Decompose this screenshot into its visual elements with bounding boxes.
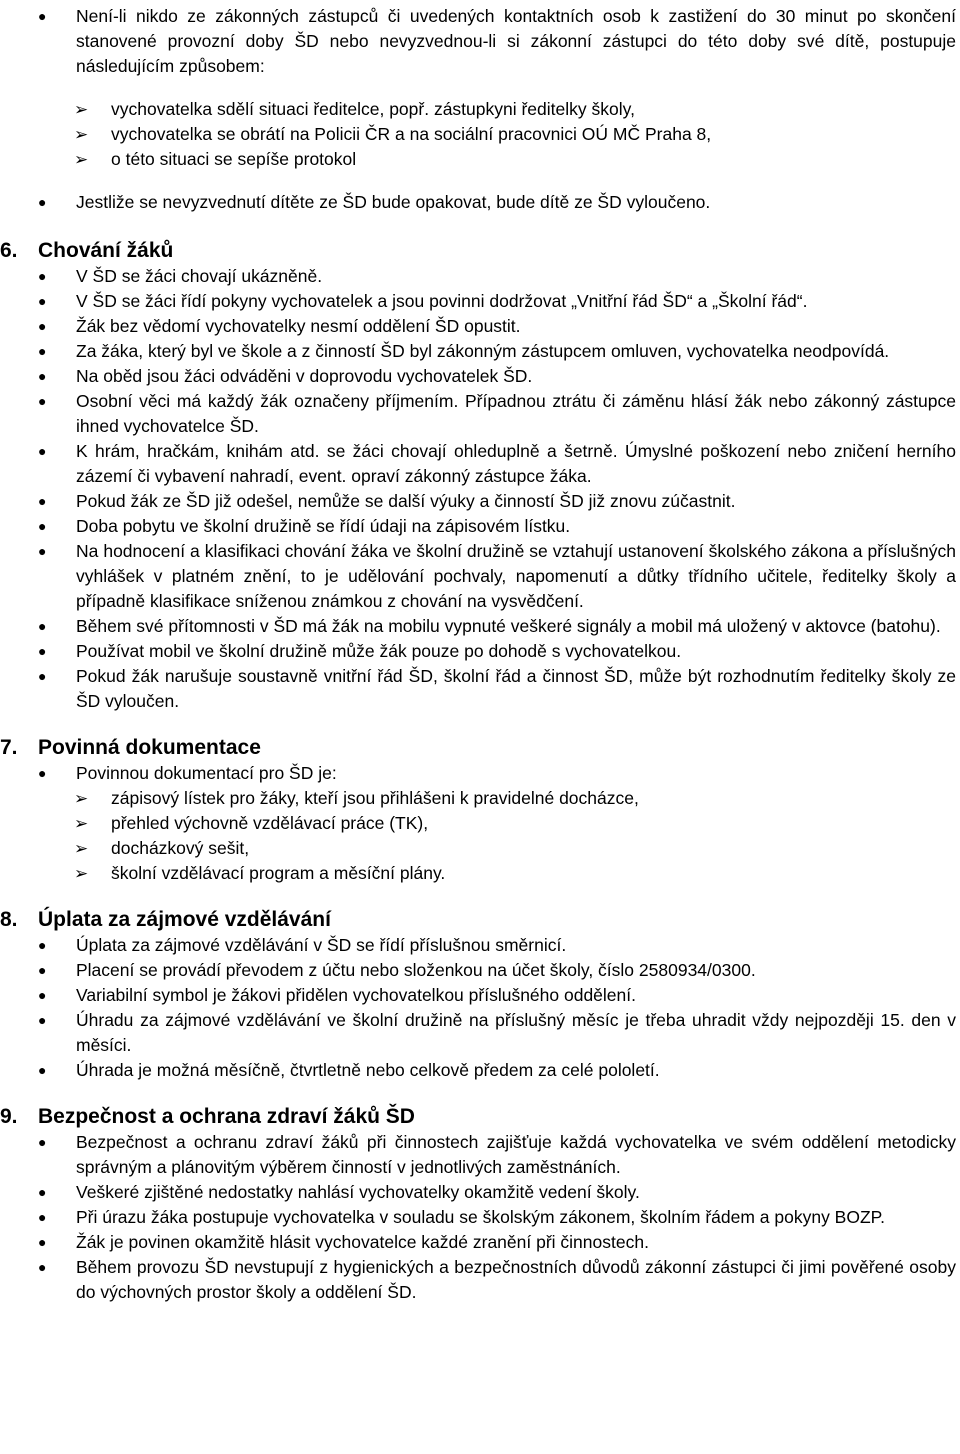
section-title: Chování žáků [38,239,174,262]
list-item: ● Za žáka, který byl ve škole a z činností ŠD byl zákonným zástupcem omluven, vychovatelka neodpovídá. [0,339,960,364]
bullet-icon: ● [38,1234,47,1250]
bullet-icon: ● [38,343,47,359]
list-item: ● K hrám, hračkám, knihám atd. se žáci chovají ohleduplně a šetrně. Úmyslné poškození nebo zničení herního zázemí či vybavení nahradí, event. opraví zákonný zástupce žáka. [38,441,956,486]
section-heading [0,1103,960,1130]
list-item: ● Na oběd jsou žáci odváděni v doprovodu vychovatelek ŠD. [0,364,960,389]
list-item: ● Úplata za zájmové vzdělávání v ŠD se řídí příslušnou směrnicí. [0,933,960,958]
list-item: ● Žák je povinen okamžitě hlásit vychovatelce každé zranění při činnostech. [0,1230,960,1255]
list-item: ➢ docházkový sešit, [0,836,960,861]
bullet-icon: ● [38,1209,47,1225]
arrow-icon: ➢ [74,100,89,119]
section-heading [0,906,960,933]
list-item: ● Používat mobil ve školní družině může žák pouze po dohodě s vychovatelkou. [0,639,960,664]
bullet-icon: ● [38,1259,47,1275]
arrow-icon: ➢ [74,150,89,169]
section-number: 6. [0,239,18,262]
bullet-icon: ● [38,318,47,334]
list-item: ➢ přehled výchovně vzdělávací práce (TK), [0,811,960,836]
list-item: ● Povinnou dokumentací pro ŠD je: [0,761,960,786]
bullet-icon: ● [38,194,47,210]
list-item: ● Během provozu ŠD nevstupují z hygienických a bezpečnostních důvodů zákonní zástupci či jimi pověřené osoby do výchovných prostor školy a oddělení ŠD. [38,1257,956,1302]
arrow-icon: ➢ [74,814,89,833]
list-item: ➢ vychovatelka se obrátí na Policii ČR a na sociální pracovnici OÚ MČ Praha 8, [0,122,960,147]
bullet-icon: ● [38,618,47,634]
bullet-icon: ● [38,1134,47,1150]
list-item: ● Veškeré zjištěné nedostatky nahlásí vychovatelky okamžitě vedení školy. [0,1180,960,1205]
list-item: ● Osobní věci má každý žák označeny příjmením. Případnou ztrátu či záměnu hlásí žák nebo zákonný zástupce ihned vychovatelce ŠD. [38,391,956,436]
arrow-icon: ➢ [74,789,89,808]
list-item: ● Doba pobytu ve školní družině se řídí údaji na zápisovém lístku. [0,514,960,539]
arrow-icon: ➢ [74,125,89,144]
list-item: ➢ školní vzdělávací program a měsíční plány. [0,861,960,886]
section-title: Bezpečnost a ochrana zdraví žáků ŠD [38,1105,415,1128]
section-heading [0,237,960,264]
arrow-icon: ➢ [74,864,89,883]
section-6-list [0,264,960,714]
bullet-icon: ● [38,493,47,509]
section-number: 9. [0,1105,18,1128]
section-9-list [0,1130,960,1305]
bullet-icon: ● [38,293,47,309]
section-title: Povinná dokumentace [38,736,261,759]
bullet-icon: ● [38,937,47,953]
bullet-icon: ● [38,987,47,1003]
list-item: ● Variabilní symbol je žákovi přidělen vychovatelkou příslušného oddělení. [0,983,960,1008]
bullet-icon: ● [38,268,47,284]
list-item: ● Pokud žák narušuje soustavně vnitřní řád ŠD, školní řád a činnost ŠD, může být rozhodnutím ředitelky školy ze ŠD vyloučen. [38,666,956,711]
list-item: ● V ŠD se žáci chovají ukázněně. [0,264,960,289]
bullet-icon: ● [38,1062,47,1078]
arrow-icon: ➢ [74,839,89,858]
list-item: ➢ vychovatelka sdělí situaci ředitelce, popř. zástupkyni ředitelky školy, [0,97,960,122]
bullet-icon: ● [38,643,47,659]
bullet-icon: ● [38,962,47,978]
bullet-icon: ● [38,765,47,781]
list-item: ● Placení se provádí převodem z účtu nebo složenkou na účet školy, číslo 2580934/0300. [0,958,960,983]
intro-steps [0,97,960,172]
bullet-icon: ● [38,1184,47,1200]
bullet-icon: ● [38,368,47,384]
bullet-icon: ● [38,1012,47,1028]
list-item: ● V ŠD se žáci řídí pokyny vychovatelek a jsou povinni dodržovat „Vnitřní řád ŠD“ a „Školní řád“. [0,289,960,314]
list-item: ➢ zápisový lístek pro žáky, kteří jsou přihlášeni k pravidelné docházce, [0,786,960,811]
section-number: 7. [0,736,18,759]
list-item: ● Úhradu za zájmové vzdělávání ve školní družině na příslušný měsíc je třeba uhradit vždy nejpozději 15. den v měsíci. [38,1010,956,1055]
list-item: ● Úhrada je možná měsíčně, čtvrtletně nebo celkově předem za celé pololetí. [0,1058,960,1083]
list-item: ➢ o této situaci se sepíše protokol [0,147,960,172]
intro-list [0,4,960,79]
list-item: ● Při úrazu žáka postupuje vychovatelka v souladu se školským zákonem, školním řádem a pokyny BOZP. [0,1205,960,1230]
list-item: ● Žák bez vědomí vychovatelky nesmí oddělení ŠD opustit. [0,314,960,339]
list-item: ● Během své přítomnosti v ŠD má žák na mobilu vypnuté veškeré signály a mobil má uložený v aktovce (batohu). [0,614,960,639]
bullet-icon: ● [38,543,47,559]
bullet-icon: ● [38,8,47,24]
bullet-icon: ● [38,393,47,409]
section-8-list [0,933,960,1083]
list-item: ● Pokud žák ze ŠD již odešel, nemůže se další výuky a činností ŠD již znovu zúčastnit. [0,489,960,514]
section-number: 8. [0,908,18,931]
bullet-icon: ● [38,668,47,684]
list-item: ● Není-li nikdo ze zákonných zástupců či uvedených kontaktních osob k zastižení do 30 minut po skončení stanovené provozní doby ŠD nebo nevyzvednou-li si zákonní zástupci do této doby své dítě, postupuje následujícím způsobem: [38,6,956,76]
list-item: ● Jestliže se nevyzvednutí dítěte ze ŠD bude opakovat, bude dítě ze ŠD vyloučeno. [0,190,960,215]
list-item: ● Bezpečnost a ochranu zdraví žáků při činnostech zajišťuje každá vychovatelka ve svém oddělení metodicky správným a plánovitým výběrem činností v jednotlivých zaměstnáních. [38,1132,956,1177]
section-title: Úplata za zájmové vzdělávání [38,908,331,931]
bullet-icon: ● [38,518,47,534]
section-7-items [0,786,960,886]
section-heading [0,734,960,761]
bullet-icon: ● [38,443,47,459]
section-7-list [0,761,960,786]
list-item: ● Na hodnocení a klasifikaci chování žáka ve školní družině se vztahují ustanovení školského zákona a příslušných vyhlášek v platném znění, to je udělování pochvaly, napomenutí a důtky třídního učitele, ředitelky školy a případně klasifikace sníženou známkou z chování na vysvědčení. [38,541,956,611]
intro-repeat-list [0,190,960,215]
